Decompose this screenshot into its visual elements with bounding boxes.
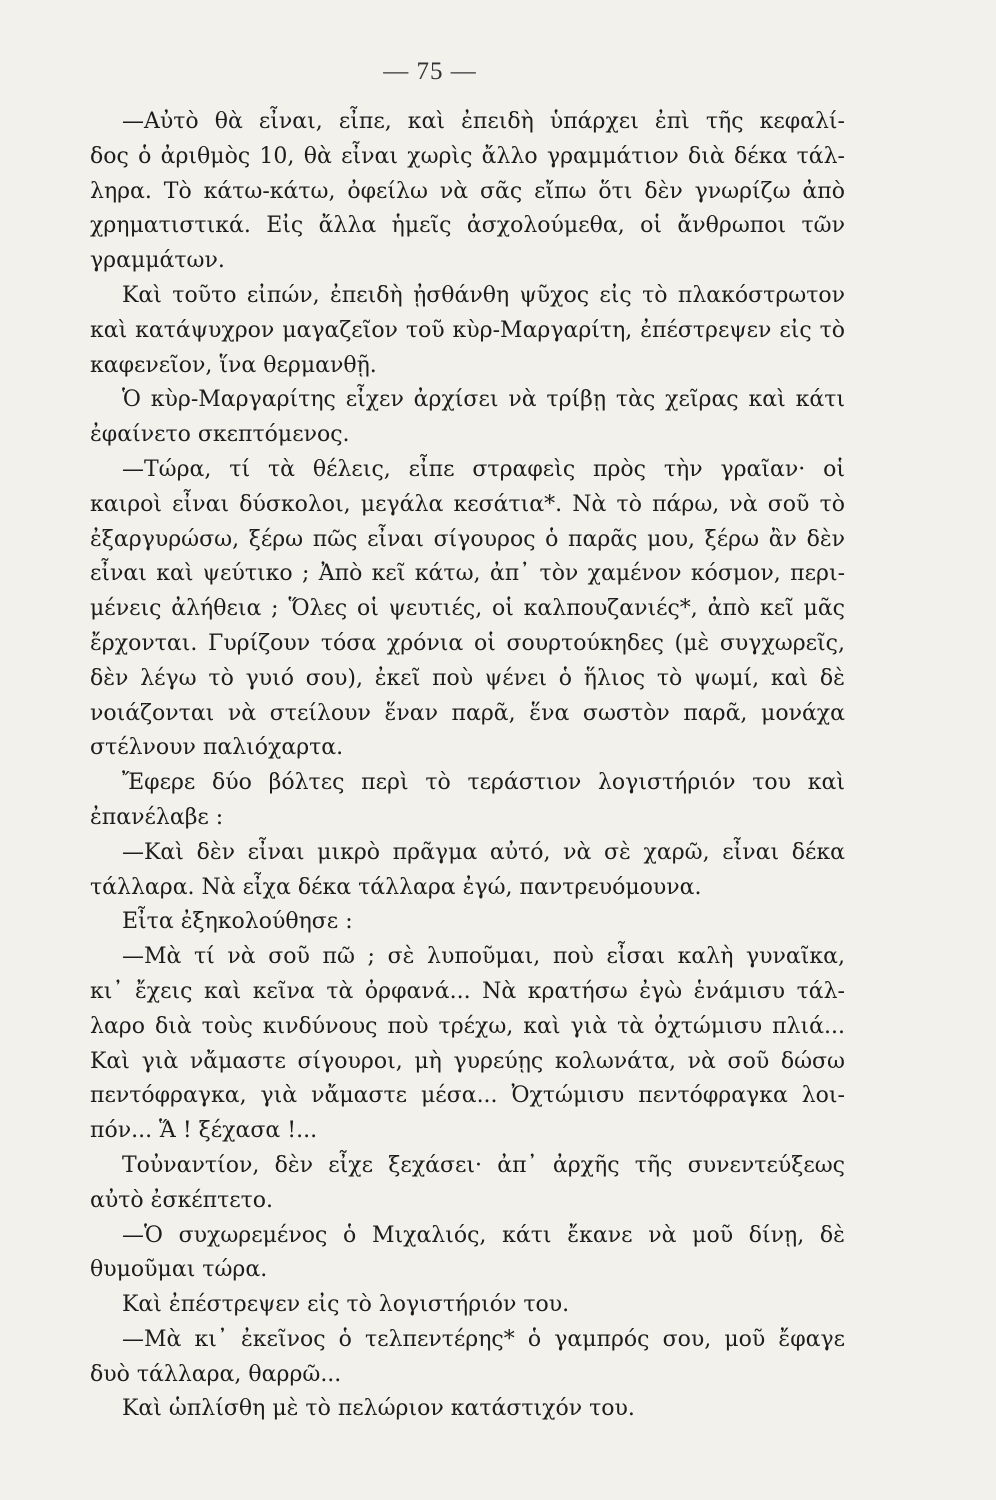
text-line: ἐφαίνετο σκεπτόμενος. <box>90 422 350 448</box>
text-line: ἐπανέλαβε : <box>90 804 224 830</box>
text-line: —Μὰ τί νὰ σοῦ πῶ ; σὲ λυποῦμαι, ποὺ εἶσαι καλὴ γυναῖκα, <box>122 944 845 970</box>
text-line: δος ὁ ἀριθμὸς 10, θὰ εἶναι χωρὶς ἄλλο γραμμάτιον διὰ δέκα τάλ- <box>90 143 845 169</box>
text-line: ἐξαργυρώσω, ξέρω πῶς εἶναι σίγουρος ὁ παρᾶς μου, ξέρω ἂν δὲν <box>90 526 845 552</box>
text-line: Εἶτα ἐξηκολούθησε : <box>122 909 353 935</box>
text-line: —Αὐτὸ θὰ εἶναι, εἶπε, καὶ ἐπειδὴ ὑπάρχει ἐπὶ τῆς κεφαλί- <box>122 109 845 134</box>
text-line: λαρο διὰ τοὺς κινδύνους ποὺ τρέχω, καὶ γιὰ τὰ ὀχτώμισυ πλιά... <box>90 1013 845 1039</box>
text-line: μένεις ἀλήθεια ; Ὅλες οἱ ψευτιές, οἱ καλπουζανιές*, ἀπὸ κεῖ μᾶς <box>90 596 845 622</box>
text-line: Ἔφερε δύο βόλτες περὶ τὸ τεράστιον λογιστήριόν του καὶ <box>122 770 845 796</box>
text-line: δὲν λέγω τὸ γυιό σου), ἐκεῖ ποὺ ψένει ὁ ἥλιος τὸ ψωμί, καὶ δὲ <box>90 665 845 691</box>
text-line: γραμμάτων. <box>90 248 225 274</box>
text-line: Καὶ ἐπέστρεψεν εἰς τὸ λογιστήριόν του. <box>122 1292 570 1318</box>
text-line: θυμοῦμαι τώρα. <box>90 1257 268 1283</box>
text-line: —Τώρα, τί τὰ θέλεις, εἶπε στραφεὶς πρὸς τὴν γραῖαν· οἱ <box>122 456 845 482</box>
text-line: χρηματιστικά. Εἰς ἄλλα ἡμεῖς ἀσχολούμεθα, οἱ ἄνθρωποι τῶν <box>90 213 845 239</box>
text-line: νοιάζονται νὰ στείλουν ἕναν παρᾶ, ἕνα σωστὸν παρᾶ, μονάχα <box>90 700 845 726</box>
text-body <box>90 105 845 1427</box>
text-line: στέλνουν παλιόχαρτα. <box>90 735 344 761</box>
text-line: Τοὐναντίον, δὲν εἶχε ξεχάσει· ἀπ᾽ ἀρχῆς τῆς συνεντεύξεως <box>122 1152 845 1178</box>
text-line: καιροὶ εἶναι δύσκολοι, μεγάλα κεσάτια*. Νὰ τὸ πάρω, νὰ σοῦ τὸ <box>90 491 845 517</box>
text-line: καὶ κατάψυχρον μαγαζεῖον τοῦ κὺρ-Μαργαρίτη, ἐπέστρεψεν εἰς τὸ <box>90 317 845 343</box>
text-line: Καὶ γιὰ νἄμαστε σίγουροι, μὴ γυρεύῃς κολωνάτα, νὰ σοῦ δώσω <box>90 1048 845 1074</box>
text-line: Καὶ ὡπλίσθη μὲ τὸ πελώριον κατάστιχόν του. <box>122 1396 635 1422</box>
text-line: εἶναι καὶ ψεύτικο ; Ἀπὸ κεῖ κάτω, ἀπ᾽ τὸν χαμένον κόσμον, περι- <box>90 561 845 587</box>
text-line: καφενεῖον, ἵνα θερμανθῇ. <box>90 352 377 378</box>
text-line: —Μὰ κι᾽ ἐκεῖνος ὁ τελπεντέρης* ὁ γαμπρός σου, μοῦ ἔφαγε <box>122 1326 845 1352</box>
text-line: —Ὁ συχωρεμένος ὁ Μιχαλιός, κάτι ἔκανε νὰ μοῦ δίνῃ, δὲ <box>122 1222 845 1248</box>
text-line: ληρα. Τὸ κάτω-κάτω, ὀφείλω νὰ σᾶς εἴπω ὅτι δὲν γνωρίζω ἀπὸ <box>90 178 845 204</box>
page-number: — 75 — <box>383 58 477 85</box>
text-line: δυὸ τάλλαρα, θαρρῶ... <box>90 1361 342 1387</box>
text-line: τάλλαρα. Νὰ εἶχα δέκα τάλλαρα ἐγώ, παντρευόμουνα. <box>90 874 702 900</box>
text-line: αὐτὸ ἐσκέπτετο. <box>90 1187 274 1213</box>
text-line: κι᾽ ἔχεις καὶ κεῖνα τὰ ὀρφανά... Νὰ κρατήσω ἐγὼ ἑνάμισυ τάλ- <box>90 978 845 1004</box>
text-line: Ὁ κὺρ-Μαργαρίτης εἶχεν ἀρχίσει νὰ τρίβῃ τὰς χεῖρας καὶ κάτι <box>122 387 845 413</box>
text-line: —Καὶ δὲν εἶναι μικρὸ πρᾶγμα αὐτό, νὰ σὲ χαρῶ, εἶναι δέκα <box>122 839 845 865</box>
text-line: πόν... Ἅ ! ξέχασα !... <box>90 1118 318 1144</box>
text-line: πεντόφραγκα, γιὰ νἄμαστε μέσα... Ὀχτώμισυ πεντόφραγκα λοι- <box>90 1083 845 1109</box>
text-line: Καὶ τοῦτο εἰπών, ἐπειδὴ ᾐσθάνθη ψῦχος εἰς τὸ πλακόστρωτον <box>122 282 845 308</box>
text-line: ἔρχονται. Γυρίζουν τόσα χρόνια οἱ σουρτούκηδες (μὲ συγχωρεῖς, <box>90 630 845 656</box>
